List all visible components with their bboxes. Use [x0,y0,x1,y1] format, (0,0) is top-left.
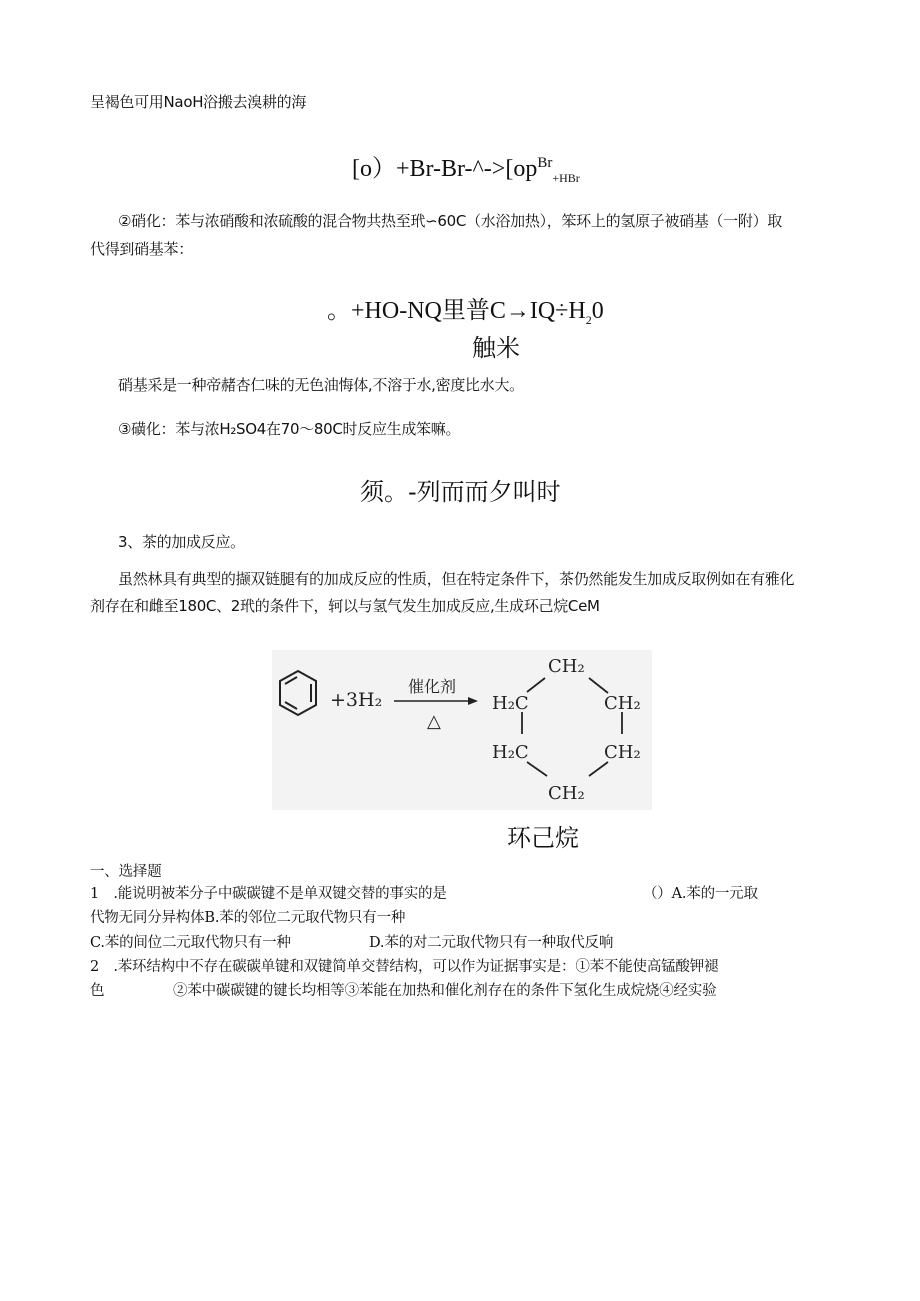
ch2-right-upper: CH₂ [604,693,641,714]
figure-caption-cyclohexane: 环己烷 [507,824,579,852]
text-line-bromine-removal: 呈褐色可用NaoH浴搬去溴耕的海 [90,93,307,111]
equation-bromination-sup: Br [537,155,553,171]
h2c-left-upper: H₂C [492,693,529,714]
benzene-ring-icon [280,671,316,715]
equation-nitration [327,290,604,328]
equation-nitration-sub: 2 [585,312,592,327]
equation-sulfonation: 须。-列而而夕叫时 [360,478,561,506]
question-1-option-a: （）A.苯的一元取 [643,886,758,902]
paragraph-nitrobenzene: 硝基采是一种帝赭杏仁味的无色油悔体,不溶于水,密度比水大。 [118,376,524,394]
question-1-stem: 1 .能说明被苯分子中碳碳键不是单双键交替的事实的是 [90,886,447,902]
catalyst-label: 催化剂 [408,677,457,696]
h2c-left-lower: H₂C [492,742,529,763]
equation-nitration-caption: 触米 [472,334,520,362]
paragraph-nitration-1: ②硝化：苯与浓硝酸和浓硫酸的混合物共热至玳∽60C（水浴加热），笨环上的氢原子被硝基（一附）取 [118,212,782,230]
hydrogenation-reaction-figure [272,650,652,810]
equation-bromination-main: [o）+Br-Br-^->[op [352,156,538,182]
ch2-top: CH₂ [548,656,585,677]
question-1-option-c: C.苯的间位二元取代物只有一种 [90,935,291,951]
reaction-scheme-svg [272,650,652,810]
equation-nitration-tail: 0 [591,298,604,324]
question-1-option-b: 代物无同分异构体B.苯的邻位二元取代物只有一种 [90,910,406,926]
question-1-option-d: D.苯的对二元取代物只有一种取代反响 [369,935,614,951]
paragraph-addition-2: 剂存在和雌至180C、2玳的条件下，轲以与氢气发生加成反应,生成环己烷CeM [90,597,600,615]
question-2-continued-right: ②苯中碳碳键的键长均相等③苯能在加热和催化剂存在的条件下氢化生成烷烧④经实验 [173,983,717,999]
paragraph-sulfonation: ③磺化：苯与浓H₂SO4在70～80C时反应生成笨嘛。 [118,420,461,438]
equation-bromination-sub: +HBr [552,170,580,185]
section-heading-multiple-choice: 一、选择题 [90,864,162,880]
reagent-hydrogen: +3H₂ [330,689,383,711]
paragraph-addition-1: 虽然林具有典型的撷双链腿有的加成反应的性质，但在特定条件下，茶仍然能发生加成反取例如在有雅化 [118,570,795,588]
paragraph-nitration-2: 代得到硝基苯： [90,240,193,258]
heat-symbol-icon: △ [427,711,441,732]
heading-addition-reaction: 3、茶的加成反应。 [118,533,245,551]
equation-bromination [352,148,580,186]
reaction-arrow-head-icon [468,697,478,705]
equation-nitration-main: 。+HO-NQ里普C→IQ÷H [327,298,586,324]
ch2-right-lower: CH₂ [604,742,641,763]
ch2-bottom: CH₂ [548,783,585,804]
question-2-stem: 2 .苯环结构中不存在碳碳单键和双键简单交替结构，可以作为证据事实是：①苯不能使高锰酸钾褪 [90,959,719,975]
question-2-continued-left: 色 [90,983,105,999]
